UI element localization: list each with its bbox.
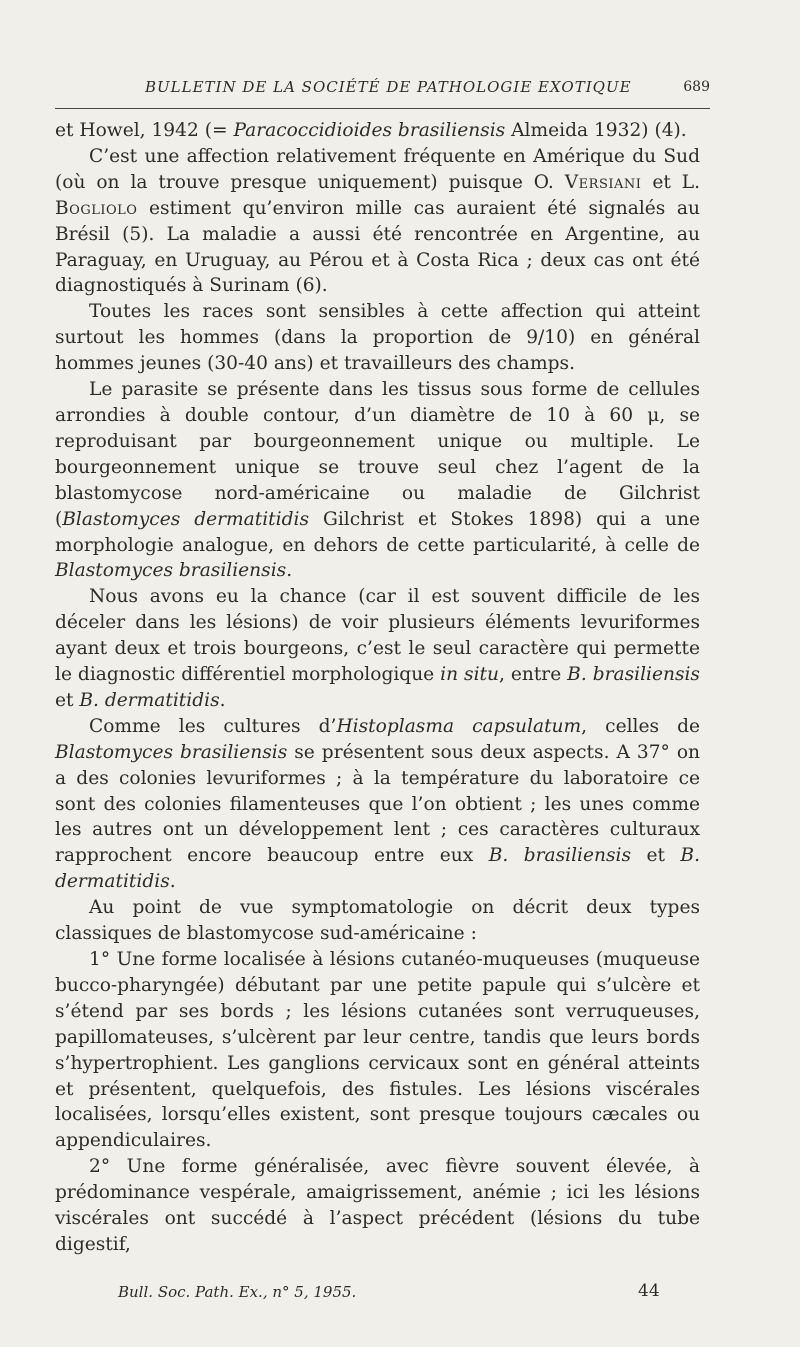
species-name: Histoplasma capsulatum bbox=[336, 715, 582, 737]
species-name: B. brasiliensis bbox=[488, 845, 632, 867]
paragraph-diagnosis bbox=[55, 584, 700, 714]
text-run: et Howel, 1942 (= bbox=[55, 120, 234, 141]
page-footer bbox=[55, 1283, 710, 1307]
paragraph-continuation bbox=[55, 118, 700, 144]
species-name: B. dermatitidis bbox=[79, 689, 220, 711]
paragraph-symptoms-intro bbox=[55, 895, 700, 947]
text-run: Le parasite se présente dans les tissus sous forme de cellules arrondies à double contour, d’un diamètre de 10 à 60 μ, se reproduisant par bourgeonnement unique ou multiple. Le bourgeonnement unique se trouve seul chez l’agent de la blastomycose nord-américaine ou maladie de Gilchrist ( bbox=[55, 379, 700, 530]
species-name: Paracoccidioides brasiliensis bbox=[233, 120, 506, 141]
text-run: Au point de vue symptomatologie on décrit deux types classiques de blastomycose sud-américaine : bbox=[55, 897, 700, 945]
header-rule bbox=[55, 108, 710, 109]
paragraph-cultures bbox=[55, 714, 700, 895]
text-run: 1° Une forme localisée à lésions cutanéo-muqueuses (muqueuse bucco-pharyngée) débutant par une petite papule qui s’ulcère et s’étend par ses bords ; les lésions cutanées sont verruqueuses, papillomateuses, s’ulcèrent par leur centre, tandis que leurs bords s’hypertrophient. Les ganglions cervicaux sont en général atteints et présentent, quelquefois, des fistules. Les lésions viscérales localisées, lorsqu’elles existent, sont presque toujours cæcales ou appendiculaires. bbox=[55, 949, 700, 1152]
paragraph-generalized-form bbox=[55, 1154, 700, 1258]
text-run: . bbox=[286, 560, 293, 582]
species-name: Blastomyces dermatitidis bbox=[62, 508, 309, 530]
text-run: 2° Une forme généralisée, avec fièvre souvent élevée, à prédominance vespérale, amaigrissement, anémie ; ici les lésions viscérales ont succédé à l’aspect précédent (lésions du tube digestif, bbox=[55, 1156, 700, 1255]
text-run: , celles de bbox=[581, 715, 700, 737]
text-run: Comme les cultures d’ bbox=[89, 715, 337, 737]
page-header bbox=[55, 78, 710, 102]
signature-mark: 44 bbox=[638, 1281, 660, 1301]
species-name: Blastomyces brasiliensis bbox=[55, 560, 287, 582]
species-name: B. dermatitidis bbox=[55, 845, 700, 893]
text-run: . bbox=[169, 871, 176, 893]
paragraph-parasite bbox=[55, 377, 700, 584]
author-name: Bogliolo bbox=[55, 197, 138, 219]
page-number: 689 bbox=[683, 79, 710, 95]
paragraph-races bbox=[55, 299, 700, 377]
running-head: BULLETIN DE LA SOCIÉTÉ DE PATHOLOGIE EXOTIQUE bbox=[145, 78, 632, 96]
text-run: Almeida 1932) (4). bbox=[505, 120, 687, 141]
paragraph-localized-form bbox=[55, 947, 700, 1154]
text-run: Nous avons eu la chance (car il est souvent difficile de les déceler dans les lésions) de voir plusieurs éléments levuriformes ayant deux et trois bourgeons, c’est le seul caractère qui permette le diagnostic différentiel morphologique bbox=[55, 586, 700, 686]
text-run: Toutes les races sont sensibles à cette affection qui atteint surtout les hommes (dans la proportion de 9/10) en général hommes jeunes (30-40 ans) et travailleurs des champs. bbox=[55, 301, 700, 375]
text-run: se présentent sous deux aspects. A 37° on a des colonies levuriformes ; à la température du laboratoire ce sont des colonies filamenteuses que l’on obtient ; les unes comme les autres ont un développement lent ; ces caractères culturaux rapprochent encore beaucoup entre eux bbox=[55, 741, 700, 867]
journal-citation: Bull. Soc. Path. Ex., n° 5, 1955. bbox=[118, 1283, 357, 1301]
paragraph-distribution bbox=[55, 144, 700, 299]
text-run: . bbox=[219, 689, 226, 711]
species-name: Blastomyces brasiliensis bbox=[55, 741, 288, 763]
text-run: C’est une affection relativement fréquente en Amérique du Sud (où on la trouve presque uniquement) puisque O. bbox=[55, 145, 700, 193]
text-run: estiment qu’environ mille cas auraient été signalés au Brésil (5). La maladie a aussi été rencontrée en Argentine, au Paraguay, en Uruguay, au Pérou et à Costa Rica ; deux cas ont été diagnostiqués à Surinam (6). bbox=[55, 197, 700, 297]
text-run: Gilchrist et Stokes 1898) qui a une morphologie analogue, en dehors de cette particularité, à celle de bbox=[55, 508, 700, 556]
body-text bbox=[55, 118, 700, 1258]
text-run: , entre bbox=[498, 664, 568, 686]
latin-term: in situ bbox=[440, 664, 499, 686]
text-run: et L. bbox=[641, 171, 700, 193]
species-name: B. brasiliensis bbox=[567, 664, 700, 686]
text-run: et bbox=[55, 689, 80, 711]
text-run: et bbox=[631, 845, 681, 867]
author-name: Versiani bbox=[564, 171, 642, 193]
